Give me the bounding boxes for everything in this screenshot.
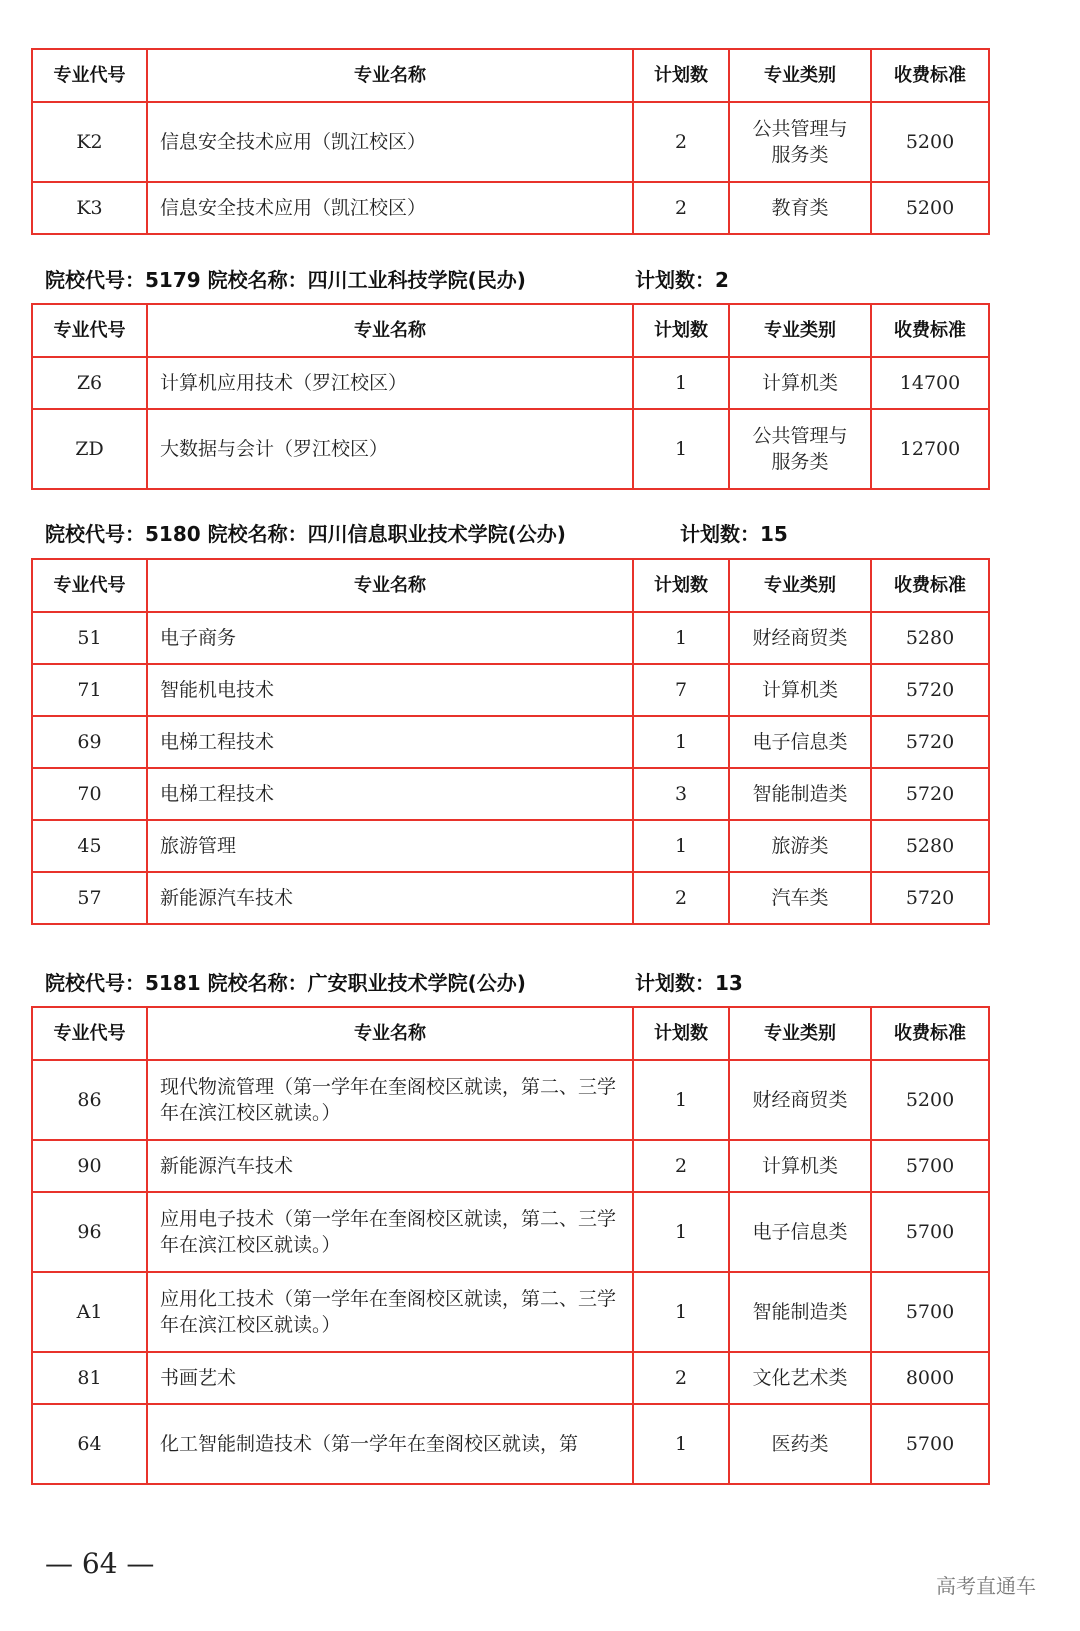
major-category-cell: 财经商贸类 [729, 612, 871, 664]
plan-count: 计划数：2 [635, 268, 729, 292]
column-header: 专业类别 [729, 304, 871, 357]
major-code-cell: 81 [32, 1352, 147, 1404]
major-name-cell: 计算机应用技术（罗江校区） [147, 357, 633, 409]
fee-cell: 14700 [871, 357, 989, 409]
plan-count-cell: 1 [633, 1060, 729, 1140]
table-row [32, 102, 989, 182]
fee-cell: 5700 [871, 1192, 989, 1272]
major-category-cell: 智能制造类 [729, 1272, 871, 1352]
table-row [32, 612, 989, 664]
school-heading-5180 [45, 518, 788, 547]
plan-count-cell: 3 [633, 768, 729, 820]
table [31, 48, 990, 235]
column-header: 专业类别 [729, 559, 871, 612]
column-header: 专业名称 [147, 304, 633, 357]
plan-count-cell: 2 [633, 1140, 729, 1192]
major-code-cell: 64 [32, 1404, 147, 1484]
table-row [32, 1404, 989, 1484]
major-category-cell: 教育类 [729, 182, 871, 234]
major-code-cell: 96 [32, 1192, 147, 1272]
major-code-cell: 57 [32, 872, 147, 924]
major-code-cell: 71 [32, 664, 147, 716]
table [31, 303, 990, 490]
plan-count-cell: 2 [633, 872, 729, 924]
major-name-cell: 电子商务 [147, 612, 633, 664]
major-category-cell: 公共管理与服务类 [729, 102, 871, 182]
header-row [32, 1007, 989, 1060]
major-category-cell: 文化艺术类 [729, 1352, 871, 1404]
table-row [32, 664, 989, 716]
major-category-cell: 计算机类 [729, 357, 871, 409]
watermark: 高考直通车 [936, 1574, 1036, 1598]
major-name-cell: 新能源汽车技术 [147, 872, 633, 924]
table-row [32, 1192, 989, 1272]
major-code-cell: 86 [32, 1060, 147, 1140]
page-number: — 64 — [45, 1547, 155, 1580]
major-category-cell: 汽车类 [729, 872, 871, 924]
table-row [32, 357, 989, 409]
fee-cell: 8000 [871, 1352, 989, 1404]
school-info: 院校代号：5179 院校名称：四川工业科技学院(民办) [45, 268, 526, 292]
major-category-cell: 公共管理与服务类 [729, 409, 871, 489]
fee-cell: 5700 [871, 1140, 989, 1192]
major-code-cell: 45 [32, 820, 147, 872]
header-row [32, 49, 989, 102]
column-header: 专业代号 [32, 559, 147, 612]
column-header: 收费标准 [871, 559, 989, 612]
major-code-cell: Z6 [32, 357, 147, 409]
major-name-cell: 应用化工技术（第一学年在奎阁校区就读，第二、三学年在滨江校区就读。） [147, 1272, 633, 1352]
column-header: 专业名称 [147, 559, 633, 612]
major-code-cell: 70 [32, 768, 147, 820]
table-row [32, 1060, 989, 1140]
school-info: 院校代号：5181 院校名称：广安职业技术学院(公办) [45, 971, 526, 995]
table [31, 558, 990, 925]
column-header: 收费标准 [871, 49, 989, 102]
plan-count-cell: 1 [633, 716, 729, 768]
fee-cell: 5280 [871, 612, 989, 664]
major-name-cell: 大数据与会计（罗江校区） [147, 409, 633, 489]
major-table [31, 1006, 988, 1485]
header-row [32, 304, 989, 357]
plan-count-cell: 1 [633, 357, 729, 409]
major-code-cell: 90 [32, 1140, 147, 1192]
major-category-cell: 智能制造类 [729, 768, 871, 820]
major-name-cell: 新能源汽车技术 [147, 1140, 633, 1192]
column-header: 收费标准 [871, 1007, 989, 1060]
table-row [32, 409, 989, 489]
major-name-cell: 化工智能制造技术（第一学年在奎阁校区就读，第 [147, 1404, 633, 1484]
major-name-cell: 旅游管理 [147, 820, 633, 872]
column-header: 计划数 [633, 304, 729, 357]
column-header: 专业代号 [32, 49, 147, 102]
table-row [32, 716, 989, 768]
table-row [32, 1352, 989, 1404]
column-header: 计划数 [633, 1007, 729, 1060]
major-table [31, 558, 988, 925]
table-row [32, 768, 989, 820]
school-heading-5181 [45, 967, 743, 996]
major-category-cell: 电子信息类 [729, 1192, 871, 1272]
major-code-cell: K3 [32, 182, 147, 234]
plan-count-cell: 2 [633, 102, 729, 182]
table-row [32, 872, 989, 924]
column-header: 专业代号 [32, 304, 147, 357]
plan-count-cell: 1 [633, 612, 729, 664]
fee-cell: 5720 [871, 664, 989, 716]
major-name-cell: 书画艺术 [147, 1352, 633, 1404]
major-name-cell: 应用电子技术（第一学年在奎阁校区就读，第二、三学年在滨江校区就读。） [147, 1192, 633, 1272]
table-row [32, 182, 989, 234]
major-name-cell: 信息安全技术应用（凯江校区） [147, 102, 633, 182]
major-category-cell: 计算机类 [729, 664, 871, 716]
plan-count-cell: 1 [633, 820, 729, 872]
column-header: 专业名称 [147, 1007, 633, 1060]
major-name-cell: 智能机电技术 [147, 664, 633, 716]
column-header: 专业代号 [32, 1007, 147, 1060]
major-name-cell: 信息安全技术应用（凯江校区） [147, 182, 633, 234]
major-code-cell: K2 [32, 102, 147, 182]
fee-cell: 5200 [871, 182, 989, 234]
major-category-cell: 医药类 [729, 1404, 871, 1484]
plan-count-cell: 2 [633, 182, 729, 234]
plan-count-cell: 1 [633, 1404, 729, 1484]
major-category-cell: 电子信息类 [729, 716, 871, 768]
column-header: 专业类别 [729, 49, 871, 102]
fee-cell: 5720 [871, 872, 989, 924]
major-name-cell: 现代物流管理（第一学年在奎阁校区就读，第二、三学年在滨江校区就读。） [147, 1060, 633, 1140]
table-row [32, 1272, 989, 1352]
major-code-cell: 51 [32, 612, 147, 664]
major-name-cell: 电梯工程技术 [147, 768, 633, 820]
column-header: 收费标准 [871, 304, 989, 357]
major-table [31, 48, 988, 235]
major-table [31, 303, 988, 490]
major-category-cell: 旅游类 [729, 820, 871, 872]
plan-count-cell: 1 [633, 1272, 729, 1352]
fee-cell: 5200 [871, 1060, 989, 1140]
major-name-cell: 电梯工程技术 [147, 716, 633, 768]
plan-count-cell: 7 [633, 664, 729, 716]
major-code-cell: 69 [32, 716, 147, 768]
school-info: 院校代号：5180 院校名称：四川信息职业技术学院(公办) [45, 522, 566, 546]
column-header: 计划数 [633, 559, 729, 612]
fee-cell: 5700 [871, 1404, 989, 1484]
fee-cell: 5720 [871, 768, 989, 820]
plan-count-cell: 1 [633, 1192, 729, 1272]
plan-count: 计划数：13 [635, 971, 743, 995]
major-code-cell: A1 [32, 1272, 147, 1352]
school-heading-5179 [45, 264, 729, 293]
major-category-cell: 财经商贸类 [729, 1060, 871, 1140]
plan-count: 计划数：15 [680, 522, 788, 546]
fee-cell: 12700 [871, 409, 989, 489]
plan-count-cell: 2 [633, 1352, 729, 1404]
header-row [32, 559, 989, 612]
major-code-cell: ZD [32, 409, 147, 489]
fee-cell: 5720 [871, 716, 989, 768]
table [31, 1006, 990, 1485]
fee-cell: 5200 [871, 102, 989, 182]
major-category-cell: 计算机类 [729, 1140, 871, 1192]
column-header: 专业类别 [729, 1007, 871, 1060]
table-row [32, 1140, 989, 1192]
column-header: 专业名称 [147, 49, 633, 102]
table-row [32, 820, 989, 872]
plan-count-cell: 1 [633, 409, 729, 489]
fee-cell: 5700 [871, 1272, 989, 1352]
fee-cell: 5280 [871, 820, 989, 872]
column-header: 计划数 [633, 49, 729, 102]
